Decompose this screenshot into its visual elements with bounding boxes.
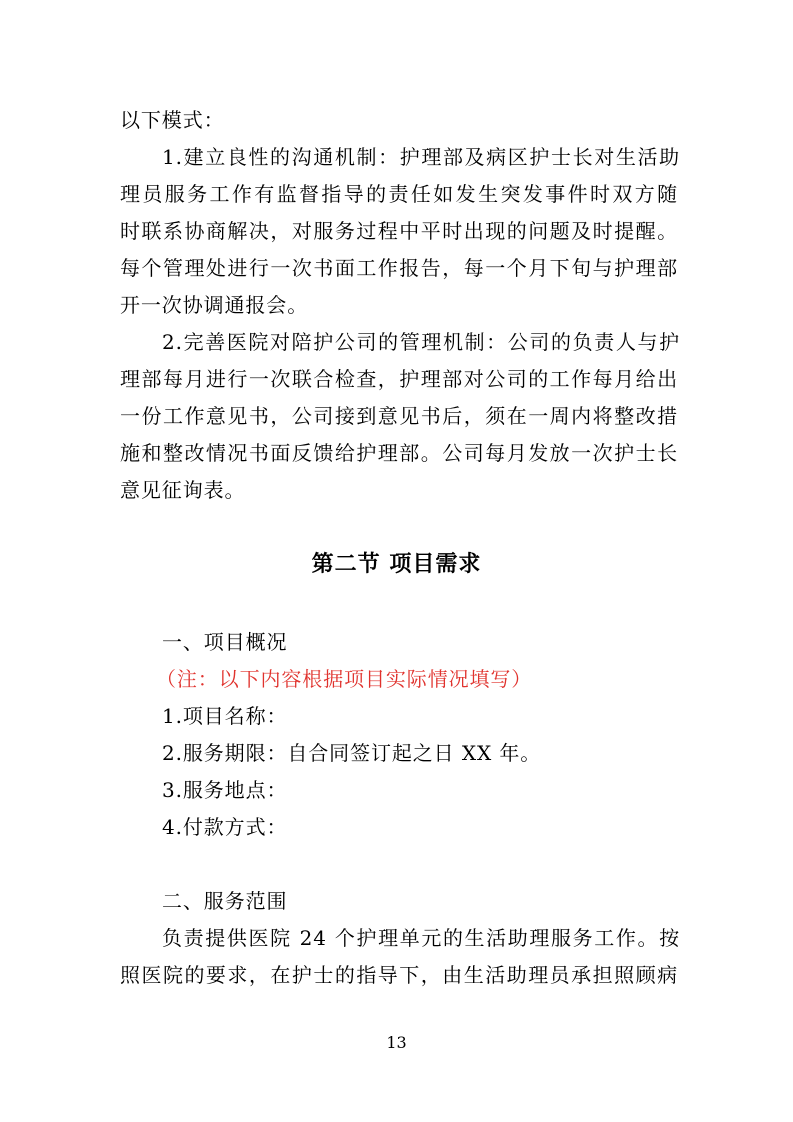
paragraph-line: 1.建立良性的沟通机制：护理部及病区护士长对生活助 xyxy=(162,145,680,169)
paragraph-line: 以下模式： xyxy=(120,108,225,132)
paragraph-line: 负责提供医院 24 个护理单元的生活助理服务工作。按 xyxy=(162,926,680,950)
paragraph-line: 施和整改情况书面反馈给护理部。公司每月发放一次护士长 xyxy=(120,441,678,465)
paragraph-line: 开一次协调通报会。 xyxy=(120,293,309,317)
paragraph-line: 2.完善医院对陪护公司的管理机制：公司的负责人与护 xyxy=(162,330,680,354)
scope-title: 二、服务范围 xyxy=(162,889,288,913)
item-service-period: 2.服务期限：自合同签订起之日 XX 年。 xyxy=(162,741,542,765)
paragraph-line: 每个管理处进行一次书面工作报告，每一个月下旬与护理部 xyxy=(120,256,678,280)
item-payment-method: 4.付款方式： xyxy=(162,815,288,839)
overview-title: 一、项目概况 xyxy=(162,630,288,654)
paragraph-line: 意见征询表。 xyxy=(120,478,246,502)
page-number: 13 xyxy=(386,1033,407,1052)
paragraph-line: 一份工作意见书，公司接到意见书后，须在一周内将整改措 xyxy=(120,404,678,428)
paragraph-line: 照医院的要求，在护士的指导下，由生活助理员承担照顾病 xyxy=(120,963,678,987)
paragraph-line: 理员服务工作有监督指导的责任如发生突发事件时双方随 xyxy=(120,182,678,206)
note-text: （注：以下内容根据项目实际情况填写） xyxy=(156,667,533,691)
item-project-name: 1.项目名称： xyxy=(162,704,288,728)
item-service-location: 3.服务地点： xyxy=(162,778,288,802)
paragraph-line: 理部每月进行一次联合检查，护理部对公司的工作每月给出 xyxy=(120,367,678,391)
paragraph-line: 时联系协商解决，对服务过程中平时出现的问题及时提醒。 xyxy=(120,219,678,243)
section-heading: 第二节 项目需求 xyxy=(311,552,482,577)
